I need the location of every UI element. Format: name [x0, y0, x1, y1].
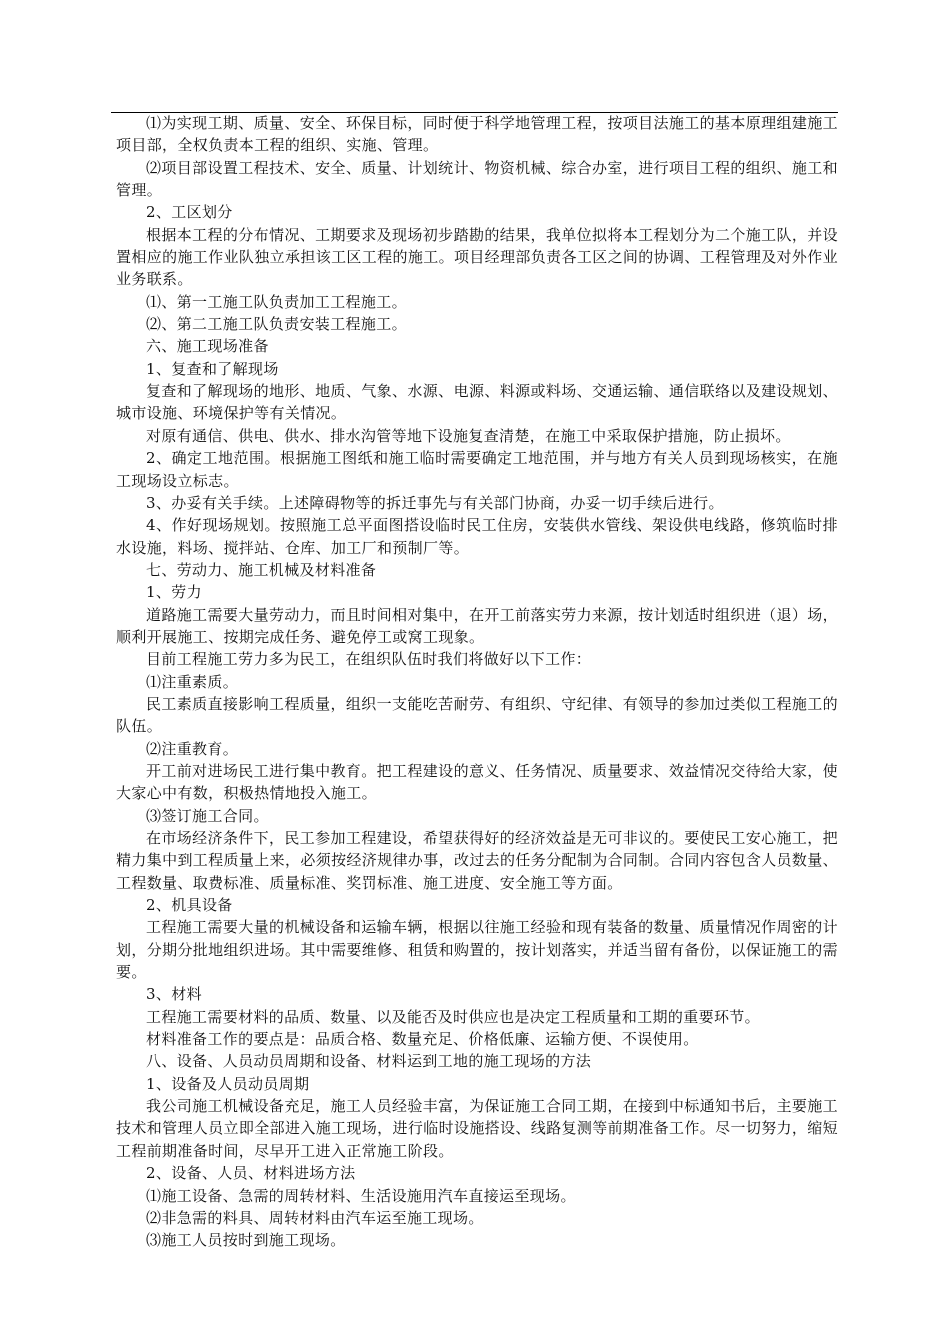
section-heading: 2、工区划分	[146, 203, 233, 222]
paragraph: 对原有通信、供电、供水、排水沟管等地下设施复查清楚，在施工中采取保护措施，防止损坏。	[146, 426, 791, 445]
list-item: ⑵非急需的料具、周转材料由汽车运至施工现场。	[146, 1208, 484, 1227]
section-heading: 2、设备、人员、材料进场方法	[146, 1164, 356, 1183]
chapter-heading: 六、施工现场准备	[146, 337, 269, 356]
paragraph: 根据本工程的分布情况、工期要求及现场初步踏勘的结果，我单位拟将本工程划分为二个施工队，并设置相应的施工作业队独立承担该工区工程的施工。项目经理部负责各工区之间的协调、工程管理及对外作业业务联系。	[116, 225, 838, 289]
paragraph: ⑵项目部设置工程技术、安全、质量、计划统计、物资机械、综合办室，进行项目工程的组织、施工和管理。	[116, 158, 838, 200]
paragraph: 在市场经济条件下，民工参加工程建设，希望获得好的经济效益是无可非议的。要使民工安心施工，把精力集中到工程质量上来，必须按经济规律办事，改过去的任务分配制为合同制。合同内容包含人员数量、工程数量、取费标准、质量标准、奖罚标准、施工进度、安全施工等方面。	[116, 829, 838, 892]
paragraph: 工程施工需要大量的机械设备和运输车辆，根据以往施工经验和现有装备的数量、质量情况作周密的计划，分期分批地组织进场。其中需要维修、租赁和购置的，按计划落实，并适当留有备份，以保证施工的需要。	[116, 918, 838, 982]
section-heading: 3、材料	[146, 985, 202, 1004]
list-item: ⑵注重教育。	[146, 739, 239, 758]
section-heading: 1、复查和了解现场	[146, 359, 279, 378]
paragraph: 我公司施工机械设备充足，施工人员经验丰富，为保证施工合同工期，在接到中标通知书后，主要施工技术和管理人员立即全部进入施工现场，进行临时设施搭设、线路复测等前期准备工作。尽一切努力，缩短工程前期准备时间，尽早开工进入正常施工阶段。	[116, 1097, 838, 1160]
paragraph: 开工前对进场民工进行集中教育。把工程建设的意义、任务情况、质量要求、效益情况交待给大家，使大家心中有数，积极热情地投入施工。	[116, 761, 838, 803]
list-item: ⑴、第一工施工队负责加工工程施工。	[146, 292, 407, 311]
chapter-heading: 七、劳动力、施工机械及材料准备	[146, 560, 377, 579]
paragraph: 4、作好现场规划。按照施工总平面图搭设临时民工住房，安装供水管线、架设供电线路，修筑临时排水设施，料场、搅拌站、仓库、加工厂和预制厂等。	[116, 516, 838, 557]
chapter-heading: 八、设备、人员动员周期和设备、材料运到工地的施工现场的方法	[146, 1052, 592, 1071]
paragraph: 目前工程施工劳力多为民工，在组织队伍时我们将做好以下工作：	[146, 650, 592, 669]
section-heading: 1、设备及人员动员周期	[146, 1074, 310, 1093]
paragraph: 2、确定工地范围。根据施工图纸和施工临时需要确定工地范围，并与地方有关人员到现场核实，在施工现场设立标志。	[116, 449, 838, 490]
paragraph: 材料准备工作的要点是：品质合格、数量充足、价格低廉、运输方便、不误使用。	[146, 1030, 699, 1049]
paragraph: ⑴为实现工期、质量、安全、环保目标，同时便于科学地管理工程，按项目法施工的基本原理组建施工项目部，全权负责本工程的组织、实施、管理。	[116, 114, 838, 155]
document-body	[116, 112, 838, 1252]
paragraph: 民工素质直接影响工程质量，组织一支能吃苦耐劳、有组织、守纪律、有领导的参加过类似工程施工的队伍。	[116, 694, 838, 736]
list-item: ⑴注重素质。	[146, 672, 239, 691]
paragraph: 3、办妥有关手续。上述障碍物等的拆迁事先与有关部门协商，办妥一切手续后进行。	[146, 493, 724, 512]
paragraph: 工程施工需要材料的品质、数量、以及能否及时供应也是决定工程质量和工期的重要环节。	[146, 1007, 761, 1026]
list-item: ⑶签订施工合同。	[146, 806, 269, 825]
section-heading: 2、机具设备	[146, 896, 233, 915]
list-item: ⑵、第二工施工队负责安装工程施工。	[146, 315, 407, 334]
list-item: ⑶施工人员按时到施工现场。	[146, 1231, 346, 1250]
list-item: ⑴施工设备、急需的周转材料、生活设施用汽车直接运至现场。	[146, 1186, 576, 1205]
paragraph: 复查和了解现场的地形、地质、气象、水源、电源、料源或料场、交通运输、通信联络以及建设规划、城市设施、环境保护等有关情况。	[116, 382, 838, 423]
paragraph: 道路施工需要大量劳动力，而且时间相对集中，在开工前落实劳力来源，按计划适时组织进（退）场，顺利开展施工、按期完成任务、避免停工或窝工现象。	[116, 605, 838, 646]
section-heading: 1、劳力	[146, 583, 202, 602]
